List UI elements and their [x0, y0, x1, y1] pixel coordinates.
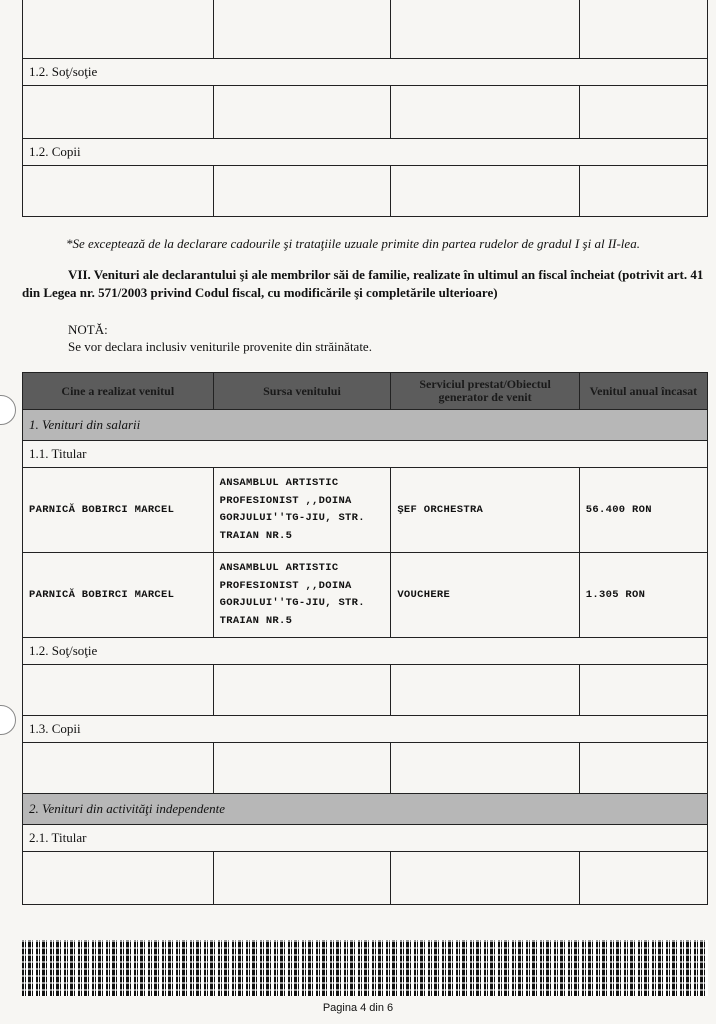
table-row [23, 852, 708, 905]
source-line: ANSAMBLUL ARTISTIC [219, 562, 339, 574]
barcode [22, 940, 708, 996]
note-title: NOTĂ: [68, 322, 108, 337]
section-vii-title: VII. Venituri ale declarantului şi ale membrilor săi de familie, realizate în ultimul an fiscal încheiat (potrivit art. 41 din Legea nr. 571/2003 privind Codul fiscal, cu modificările şi completările ulterioare) [22, 267, 704, 300]
salaries-children-label: 1.3. Copii [23, 716, 708, 743]
gifts-table-continuation [22, 0, 708, 217]
source-line: TRAIAN NR.5 [219, 529, 293, 542]
children-label: 1.2. Copii [23, 139, 708, 166]
spouse-label: 1.2. Soţ/soţie [23, 59, 708, 86]
table-row [23, 665, 708, 716]
source-line: ANSAMBLUL ARTISTIC [219, 477, 339, 489]
income-table-header [23, 373, 708, 410]
punch-hole-top [0, 395, 16, 425]
footnote: *Se exceptează de la declarare cadourile şi trataţiile uzuale primite din partea rudelor de gradul I şi al II-lea. [66, 236, 640, 251]
table-row [23, 441, 708, 468]
table-row [23, 86, 708, 139]
note-text: Se vor declara inclusiv veniturile provenite din străinătate. [68, 339, 372, 354]
table-row [23, 139, 708, 166]
income-source [213, 553, 391, 638]
salaries-holder-label: 1.1. Titular [23, 441, 708, 468]
table-row [23, 166, 708, 217]
table-row [23, 553, 708, 638]
table-row [23, 59, 708, 86]
table-row [23, 468, 708, 553]
income-table [22, 372, 708, 905]
section-salaries-label: 1. Venituri din salarii [23, 410, 708, 441]
section-salaries [23, 410, 708, 441]
section-independent-label: 2. Venituri din activităţi independente [23, 794, 708, 825]
income-service: ŞEF ORCHESTRA [391, 468, 579, 553]
income-who: PARNICĂ BOBIRCI MARCEL [23, 468, 214, 553]
source-line: TRAIAN NR.5 [219, 614, 293, 627]
income-amount: 1.305 RON [579, 553, 707, 638]
table-row [23, 638, 708, 665]
header-source: Sursa venitului [213, 373, 391, 410]
source-line: GORJULUI''TG-JIU, STR. [219, 597, 365, 609]
income-service: VOUCHERE [391, 553, 579, 638]
salaries-spouse-label: 1.2. Soţ/soţie [23, 638, 708, 665]
header-service: Serviciul prestat/Obiectul generator de venit [391, 373, 579, 410]
table-row [23, 0, 708, 59]
table-row [23, 743, 708, 794]
page-number: Pagina 4 din 6 [322, 1002, 394, 1014]
income-who: PARNICĂ BOBIRCI MARCEL [23, 553, 214, 638]
source-line: GORJULUI''TG-JIU, STR. [219, 512, 365, 524]
punch-hole-bottom [0, 705, 16, 735]
income-amount: 56.400 RON [579, 468, 707, 553]
income-source [213, 468, 391, 553]
table-row [23, 716, 708, 743]
header-income: Venitul anual încasat [579, 373, 707, 410]
source-line: PROFESIONIST ,,DOINA [219, 579, 352, 592]
table-row [23, 825, 708, 852]
independent-holder-label: 2.1. Titular [23, 825, 708, 852]
source-line: PROFESIONIST ,,DOINA [219, 494, 352, 507]
section-independent [23, 794, 708, 825]
header-who: Cine a realizat venitul [23, 373, 214, 410]
